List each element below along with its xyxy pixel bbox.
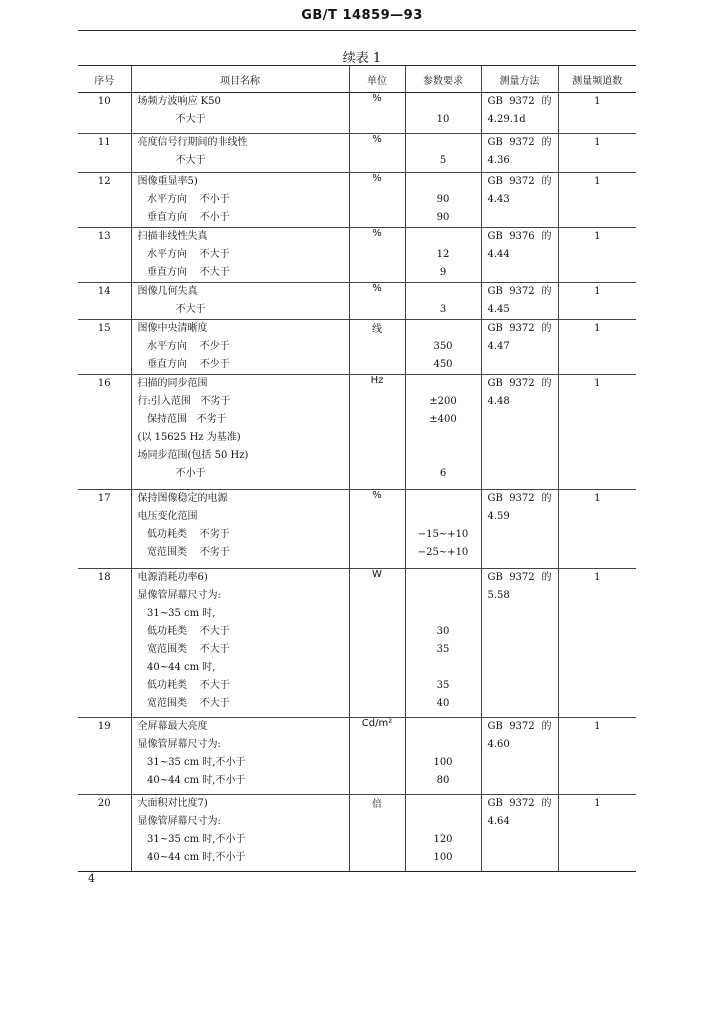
requirement-value: 9 [439,267,447,278]
item-name-line: 低功耗类 不大于 [137,680,230,691]
requirement-cell [405,718,481,795]
table-row [78,173,636,228]
row-number-cell [78,320,131,375]
method-cell [481,490,558,569]
row-number-cell [78,93,131,134]
column-header: 测量方法 [481,66,558,93]
requirement-value [406,736,481,754]
item-name-line: 垂直方向 不大于 [137,267,230,278]
method-cell [481,134,558,173]
row-number: 13 [97,231,111,242]
method-ref: 4.64 [487,816,510,827]
method-line [482,301,558,319]
requirement-value [406,508,481,526]
requirement-value: 350 [433,341,453,352]
item-name-line: 显像管屏幕尺寸为: [137,816,221,827]
row-number-cell [78,569,131,718]
channel-count: 1 [594,323,601,334]
requirement-value: −15~+10 [417,529,469,540]
item-name-line: 低功耗类 不劣于 [137,529,230,540]
method-line [482,736,558,754]
unit-cell: Hz [349,375,405,490]
item-name-cell [131,320,349,375]
requirement-value: 35 [436,644,450,655]
row-number: 14 [97,286,111,297]
method-ref: GB 9372 [487,721,535,732]
item-name-line: 亮度信号行期间的非线性 [137,137,248,148]
requirement-value: ±200 [429,396,457,407]
item-name-line: 水平方向 不大于 [137,249,230,260]
item-name-line: 宽范围类 不大于 [137,698,230,709]
requirement-cell [405,490,481,569]
table-row [78,320,636,375]
requirement-value [406,173,481,191]
requirement-value: 35 [436,680,450,691]
method-line [482,191,558,209]
requirement-value: −25~+10 [417,547,469,558]
requirement-value: 120 [433,834,453,845]
method-ref: GB 9372 [487,493,535,504]
method-line [482,587,558,605]
item-name-line: 不大于 [137,304,206,315]
item-name-line: 宽范围类 不劣于 [137,547,230,558]
column-header: 测量频道数 [558,66,636,93]
channel-count-cell [558,718,636,795]
method-cell [481,228,558,283]
requirement-value [406,813,481,831]
row-number-cell [78,283,131,320]
unit-cell: % [349,173,405,228]
method-ref: GB 9372 [487,137,535,148]
item-name-line: 图像几何失真 [137,286,198,297]
spec-table [78,65,636,872]
unit-cell: W [349,569,405,718]
method-line [482,490,558,508]
item-name-cell [131,569,349,718]
method-suffix: 的 [541,798,552,809]
unit-cell: % [349,283,405,320]
unit-cell: % [349,93,405,134]
requirement-value [406,228,481,246]
row-number-cell [78,795,131,872]
requirement-value [406,569,481,587]
method-ref: GB 9376 [487,231,535,242]
method-ref: GB 9372 [487,378,535,389]
method-cell [481,283,558,320]
method-ref: GB 9372 [487,323,535,334]
requirement-cell [405,228,481,283]
method-ref: 4.43 [487,194,510,205]
table-row [78,134,636,173]
item-name-line: 电源消耗功率6) [137,572,208,583]
item-name-line: 不小于 [137,468,206,479]
row-number-cell [78,718,131,795]
row-number: 12 [97,176,111,187]
method-ref: 4.60 [487,739,510,750]
requirement-cell [405,93,481,134]
method-ref: GB 9372 [487,96,535,107]
requirement-value [406,490,481,508]
channel-count: 1 [594,231,601,242]
item-name-line: 垂直方向 不小于 [137,212,230,223]
item-name-line: 场同步范围(包括 50 Hz) [137,450,249,461]
item-name-line: 31~35 cm 时, [137,608,216,619]
row-number: 18 [97,572,111,583]
table-row [78,569,636,718]
item-name-line: 显像管屏幕尺寸为: [137,739,221,750]
table-row [78,93,636,134]
item-name-line: 低功耗类 不大于 [137,626,230,637]
item-name-line: 图像重显率5) [137,176,198,187]
method-line [482,718,558,736]
method-suffix: 的 [541,721,552,732]
requirement-cell [405,134,481,173]
requirement-value [406,587,481,605]
requirement-value [406,659,481,677]
table-row [78,375,636,490]
item-name-line: 图像中央清晰度 [137,323,208,334]
method-ref: 4.44 [487,249,510,260]
item-name-line: 水平方向 不小于 [137,194,230,205]
method-suffix: 的 [541,572,552,583]
table-row [78,228,636,283]
channel-count-cell [558,795,636,872]
table-header-row [78,66,636,93]
row-number: 10 [97,96,111,107]
unit-cell: 倍 [349,795,405,872]
row-number-cell [78,134,131,173]
requirement-cell [405,795,481,872]
method-ref: 5.58 [487,590,510,601]
requirement-value: 12 [436,249,450,260]
requirement-value: 5 [439,155,447,166]
method-ref: GB 9372 [487,572,535,583]
table-row [78,490,636,569]
channel-count: 1 [594,378,601,389]
method-cell [481,320,558,375]
method-line [482,569,558,587]
method-line [482,173,558,191]
item-name-line: 不大于 [137,114,206,125]
requirement-value: 100 [433,757,453,768]
method-line [482,152,558,170]
method-ref: 4.47 [487,341,510,352]
requirement-cell [405,173,481,228]
row-number-cell [78,173,131,228]
method-line [482,338,558,356]
table-row [78,718,636,795]
method-line [482,393,558,411]
requirement-value: 90 [436,212,450,223]
method-cell [481,173,558,228]
requirement-value: 30 [436,626,450,637]
channel-count-cell [558,320,636,375]
requirement-value [406,429,481,447]
requirement-cell [405,320,481,375]
channel-count-cell [558,93,636,134]
channel-count: 1 [594,493,601,504]
channel-count-cell [558,173,636,228]
unit-cell: 线 [349,320,405,375]
requirement-value: ±400 [429,414,457,425]
item-name-cell [131,228,349,283]
item-name-cell [131,718,349,795]
method-line [482,228,558,246]
method-ref: 4.48 [487,396,510,407]
channel-count: 1 [594,176,601,187]
table-row [78,283,636,320]
page-number: 4 [88,872,95,885]
method-suffix: 的 [541,176,552,187]
method-ref: 4.59 [487,511,510,522]
item-name-cell [131,173,349,228]
requirement-value: 450 [433,359,453,370]
channel-count: 1 [594,137,601,148]
unit-cell: % [349,134,405,173]
column-header: 序号 [78,66,131,93]
channel-count-cell [558,569,636,718]
method-cell [481,93,558,134]
method-line [482,134,558,152]
item-name-cell [131,490,349,569]
row-number: 17 [97,493,111,504]
method-line [482,283,558,301]
column-header: 参数要求 [405,66,481,93]
requirement-value: 90 [436,194,450,205]
channel-count: 1 [594,572,601,583]
column-header: 单位 [349,66,405,93]
item-name-line: 显像管屏幕尺寸为: [137,590,221,601]
method-line [482,246,558,264]
item-name-line: 宽范围类 不大于 [137,644,230,655]
header-rule [78,30,636,31]
method-ref: 4.36 [487,155,510,166]
item-name-line: (以 15625 Hz 为基准) [137,432,241,443]
requirement-value [406,605,481,623]
table-row [78,795,636,872]
unit-cell: % [349,490,405,569]
column-header: 项目名称 [131,66,349,93]
channel-count-cell [558,283,636,320]
method-suffix: 的 [541,286,552,297]
method-ref: GB 9372 [487,176,535,187]
channel-count-cell [558,134,636,173]
channel-count: 1 [594,96,601,107]
unit-cell: % [349,228,405,283]
item-name-line: 40~44 cm 时,不小于 [137,775,246,786]
row-number: 20 [97,798,111,809]
item-name-line: 31~35 cm 时,不小于 [137,757,246,768]
row-number: 16 [97,378,111,389]
row-number: 15 [97,323,111,334]
item-name-cell [131,93,349,134]
item-name-line: 40~44 cm 时,不小于 [137,852,246,863]
item-name-line: 电压变化范围 [137,511,198,522]
item-name-line: 行:引入范围 不劣于 [137,396,231,407]
item-name-line: 大面积对比度7) [137,798,208,809]
item-name-line: 垂直方向 不少于 [137,359,230,370]
method-ref: 4.45 [487,304,510,315]
method-line [482,508,558,526]
method-suffix: 的 [541,493,552,504]
item-name-line: 保持范围 不劣于 [137,414,227,425]
requirement-value: 80 [436,775,450,786]
row-number-cell [78,375,131,490]
method-line [482,93,558,111]
method-ref: GB 9372 [487,798,535,809]
item-name-line: 全屏幕最大亮度 [137,721,208,732]
method-cell [481,375,558,490]
item-name-line: 保持图像稳定的电源 [137,493,228,504]
item-name-line: 不大于 [137,155,206,166]
requirement-value [406,320,481,338]
item-name-cell [131,283,349,320]
requirement-value [406,93,481,111]
method-cell [481,718,558,795]
document-header: GB/T 14859—93 [301,8,423,23]
item-name-line: 40~44 cm 时, [137,662,216,673]
method-cell [481,795,558,872]
channel-count: 1 [594,286,601,297]
table-caption: 续表 1 [342,51,382,66]
requirement-value [406,795,481,813]
channel-count-cell [558,228,636,283]
item-name-line: 扫描的同步范围 [137,378,208,389]
item-name-cell [131,795,349,872]
requirement-cell [405,569,481,718]
channel-count-cell [558,375,636,490]
method-suffix: 的 [541,231,552,242]
requirement-value: 100 [433,852,453,863]
method-ref: GB 9372 [487,286,535,297]
channel-count-cell [558,490,636,569]
method-line [482,320,558,338]
requirement-value: 6 [439,468,447,479]
requirement-value [406,134,481,152]
row-number-cell [78,228,131,283]
method-line [482,111,558,129]
item-name-line: 水平方向 不少于 [137,341,230,352]
row-number-cell [78,490,131,569]
requirement-value: 40 [436,698,450,709]
method-line [482,813,558,831]
method-suffix: 的 [541,137,552,148]
requirement-cell [405,283,481,320]
requirement-value [406,375,481,393]
requirement-value: 10 [436,114,450,125]
requirement-value [406,283,481,301]
item-name-cell [131,375,349,490]
requirement-value [406,718,481,736]
method-suffix: 的 [541,378,552,389]
requirement-cell [405,375,481,490]
method-line [482,795,558,813]
requirement-value [406,447,481,465]
method-line [482,375,558,393]
row-number: 19 [97,721,111,732]
item-name-line: 扫描非线性失真 [137,231,208,242]
channel-count: 1 [594,798,601,809]
method-suffix: 的 [541,323,552,334]
item-name-cell [131,134,349,173]
item-name-line: 场频方波响应 K50 [137,96,221,107]
method-suffix: 的 [541,96,552,107]
item-name-line: 31~35 cm 时,不小于 [137,834,246,845]
channel-count: 1 [594,721,601,732]
unit-cell: Cd/m² [349,718,405,795]
requirement-value: 3 [439,304,447,315]
row-number: 11 [97,137,111,148]
method-ref: 4.29.1d [487,114,526,125]
method-cell [481,569,558,718]
